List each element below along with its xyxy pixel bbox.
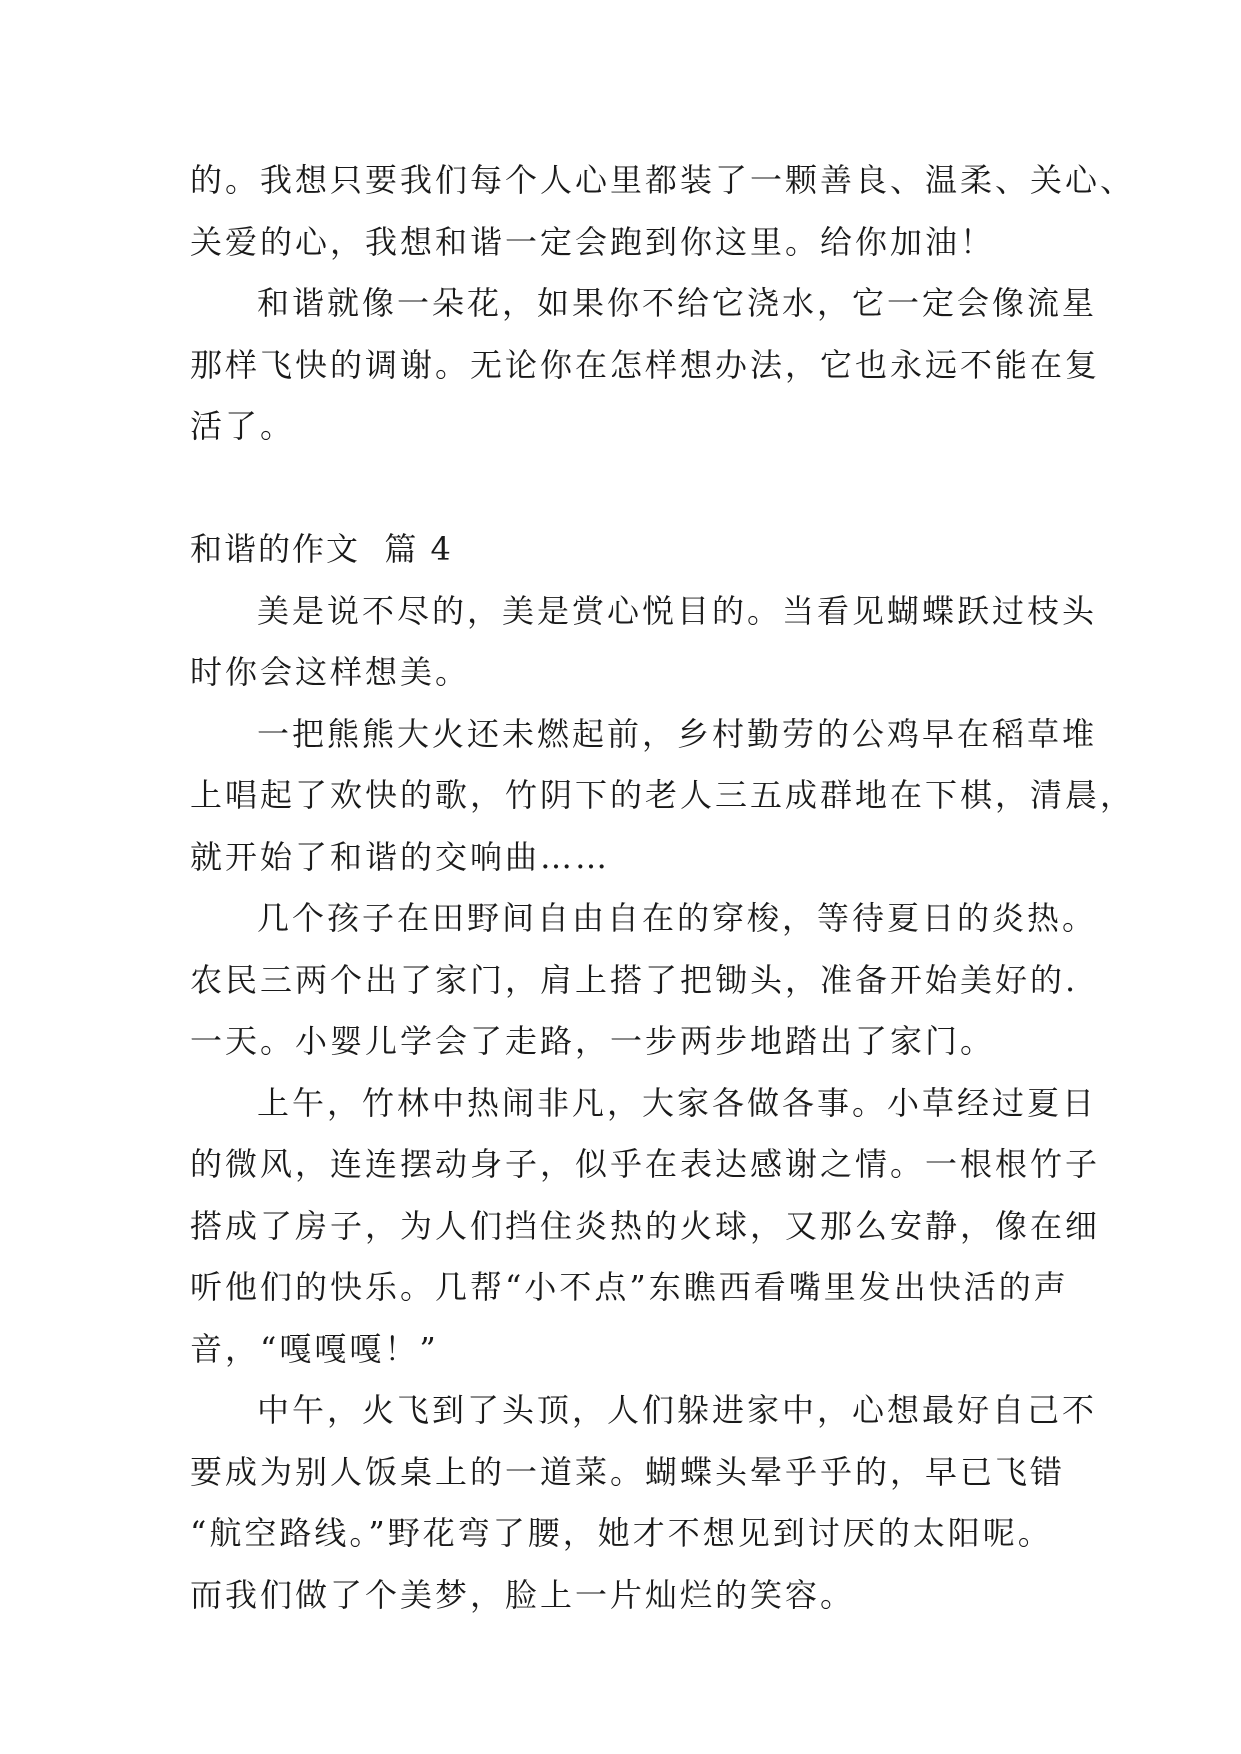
text-line: 搭成了房子，为人们挡住炎热的火球，又那么安静，像在细 xyxy=(190,1206,1101,1245)
text-line: 上唱起了欢快的歌，竹阴下的老人三五成群地在下棋，清晨， xyxy=(190,776,1136,814)
text-line: 音，“嘎嘎嘎！” xyxy=(190,1329,439,1368)
text-line: 的微风，连连摆动身子，似乎在表达感谢之情。一根根竹子 xyxy=(190,1145,1101,1183)
text-line: 时你会这样想美。 xyxy=(190,653,471,691)
text-line: 上午，竹林中热闹非凡，大家各做各事。小草经过夏日 xyxy=(257,1083,1098,1122)
section-gap xyxy=(190,458,1090,520)
text-line: 活了。 xyxy=(190,407,296,445)
paragraph-children xyxy=(190,888,1098,1073)
text-line: 那样飞快的调谢。无论你在怎样想办法，它也永远不能在复 xyxy=(190,345,1101,384)
text-line: 一把熊熊大火还未燃起前，乡村勤劳的公鸡早在稻草堆 xyxy=(257,714,1098,753)
text-line: “航空路线。”野花弯了腰，她才不想见到讨厌的太阳呢。 xyxy=(190,1514,1053,1552)
paragraph-rooster xyxy=(190,704,1136,889)
text-line: 关爱的心，我想和谐一定会跑到你这里。给你加油！ xyxy=(190,222,996,261)
section-heading: 和谐的作文 篇 4 xyxy=(190,530,453,568)
text-line: 美是说不尽的，美是赏心悦目的。当看见蝴蝶跃过枝头 xyxy=(257,591,1098,630)
paragraph-noon xyxy=(190,1380,1098,1626)
text-line: 和谐就像一朵花，如果你不给它浇水，它一定会像流星 xyxy=(257,284,1098,322)
text-line: 而我们做了个美梦，脸上一片灿烂的笑容。 xyxy=(190,1575,856,1614)
text-line: 农民三两个出了家门，肩上搭了把锄头，准备开始美好的. xyxy=(190,960,1079,999)
text-line: 几个孩子在田野间自由自在的穿梭，等待夏日的炎热。 xyxy=(257,899,1098,937)
paragraph-continued xyxy=(190,150,1136,273)
text-line: 一天。小婴儿学会了走路，一步两步地踏出了家门。 xyxy=(190,1022,996,1060)
paragraph-morning xyxy=(190,1073,1101,1381)
text-line: 的。我想只要我们每个人心里都装了一颗善良、温柔、关心、 xyxy=(190,161,1136,199)
essay-body xyxy=(190,150,1136,1626)
paragraph-flower xyxy=(190,273,1101,458)
text-line: 中午，火飞到了头顶，人们躲进家中，心想最好自己不 xyxy=(257,1391,1098,1429)
paragraph-beauty xyxy=(190,581,1098,704)
text-line: 听他们的快乐。几帮“小不点”东瞧西看嘴里发出快活的声 xyxy=(190,1268,1069,1306)
text-line: 就开始了和谐的交响曲…… xyxy=(190,837,611,876)
text-line: 要成为别人饭桌上的一道菜。蝴蝶头晕乎乎的，早已飞错 xyxy=(190,1452,1066,1491)
